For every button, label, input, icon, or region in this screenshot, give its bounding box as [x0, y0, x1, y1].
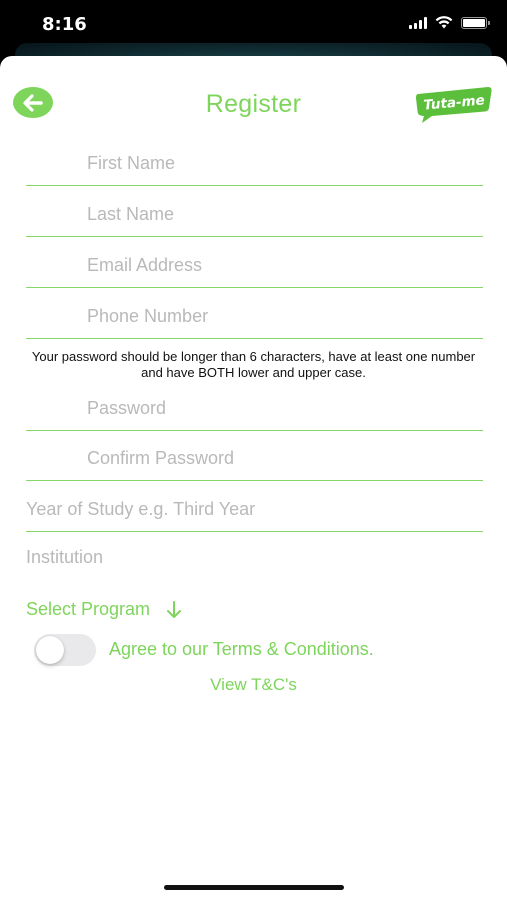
toggle-knob — [36, 636, 64, 664]
signal-icon — [409, 17, 427, 29]
password-field[interactable] — [26, 386, 483, 431]
institution-field[interactable] — [26, 538, 483, 576]
terms-toggle[interactable] — [34, 634, 96, 666]
view-tc-link[interactable]: View T&C's — [210, 675, 297, 694]
select-program-button[interactable] — [26, 599, 182, 620]
select-program-label: Select Program — [26, 599, 151, 619]
phone-field[interactable] — [26, 294, 483, 339]
email-field[interactable] — [26, 243, 483, 288]
institution-input[interactable] — [26, 538, 483, 576]
page-title: Register — [205, 90, 302, 118]
password-hint: Your password should be longer than 6 characters, have at least one number and have BOTH lower and upper case. — [31, 349, 476, 380]
arrow-down-icon — [166, 601, 182, 619]
status-icons — [409, 16, 487, 29]
email-input[interactable] — [87, 243, 483, 287]
first-name-field[interactable] — [26, 141, 483, 186]
password-input[interactable] — [87, 386, 483, 430]
home-indicator — [164, 885, 344, 890]
brand-logo — [414, 84, 494, 124]
phone-input[interactable] — [87, 294, 483, 338]
terms-label: Agree to our Terms & Conditions. — [109, 639, 374, 659]
confirm-password-input[interactable] — [87, 436, 483, 480]
wifi-icon — [435, 16, 453, 29]
confirm-password-field[interactable] — [26, 436, 483, 481]
year-of-study-input[interactable] — [26, 487, 483, 531]
last-name-field[interactable] — [26, 192, 483, 237]
year-of-study-field[interactable] — [26, 487, 483, 532]
first-name-input[interactable] — [87, 141, 483, 185]
last-name-input[interactable] — [87, 192, 483, 236]
brand-logo-text: Tuta-me — [422, 92, 486, 114]
battery-icon — [461, 17, 487, 29]
status-time: 8:16 — [42, 14, 87, 35]
